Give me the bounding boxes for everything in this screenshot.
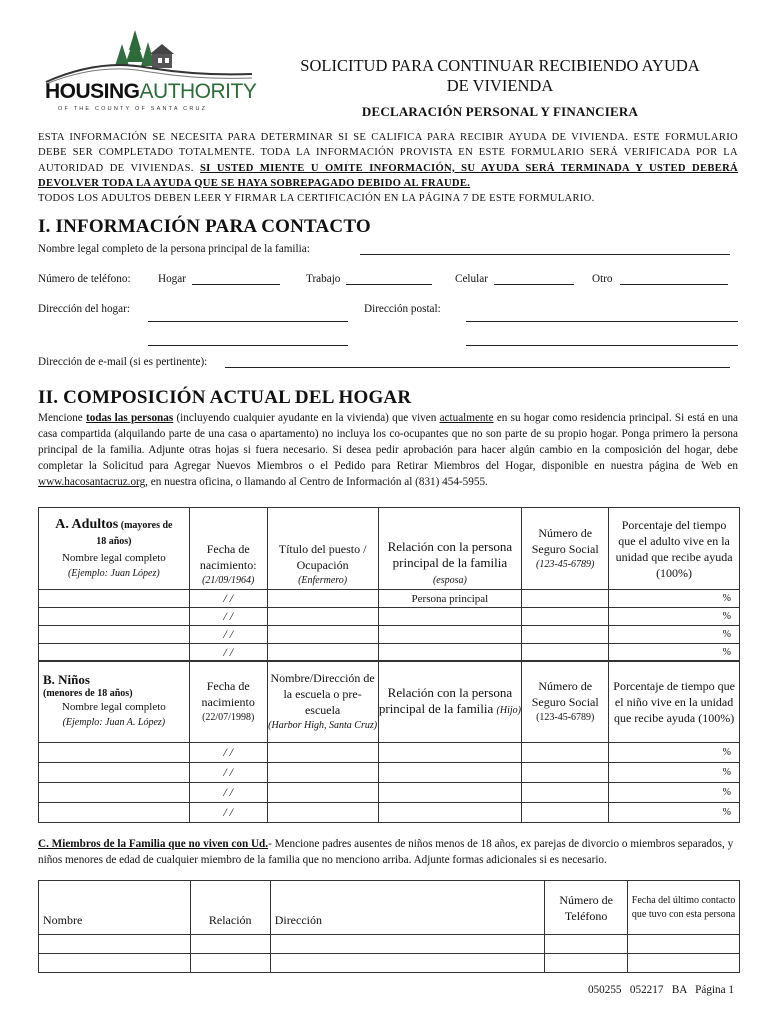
postal-address-field-1[interactable]: [466, 310, 738, 322]
table-row: [39, 783, 740, 803]
members-header-phone: Número de Teléfono: [545, 881, 628, 935]
member-last-contact-cell[interactable]: [628, 935, 740, 954]
child-dob-cell[interactable]: / /: [189, 743, 267, 763]
child-dob-cell[interactable]: / /: [189, 763, 267, 783]
adult-name-cell[interactable]: [39, 644, 190, 662]
other-phone-field[interactable]: [620, 273, 728, 285]
member-phone-cell[interactable]: [545, 935, 628, 954]
children-header-relation: Relación con la persona principal de la familia (Hijo): [378, 661, 522, 743]
full-name-label: Nombre legal completo de la persona principal de la familia:: [38, 243, 310, 255]
phone-label: Número de teléfono:: [38, 273, 131, 285]
adult-relation-cell: Persona principal: [378, 590, 522, 608]
home-phone-label: Hogar: [158, 273, 186, 285]
postal-address-field-2[interactable]: [466, 334, 738, 346]
website-link[interactable]: www.hacosantacruz.org: [38, 476, 146, 488]
child-percent-cell[interactable]: %: [609, 763, 740, 783]
adult-relation-cell[interactable]: [378, 608, 522, 626]
child-dob-cell[interactable]: / /: [189, 803, 267, 823]
intro-text: ESTA INFORMACIÓN SE NECESITA PARA DETERMINAR SI SE CALIFICA PARA RECIBIR AYUDA DE VIVIENDA. ESTE FORMULARIO DEBE SER COMPLETADO TOTALMENTE. TODA LA INFORMACIÓN PROVISTA EN ESTE FORMULARIO SERÁ VERIFICADA POR LA AUTORIDAD DE VIVIENDAS.: [38, 132, 738, 174]
adult-name-cell[interactable]: [39, 626, 190, 644]
members-header-name: Nombre: [39, 881, 191, 935]
email-field[interactable]: [225, 356, 730, 368]
child-name-cell[interactable]: [39, 783, 190, 803]
adults-header-name: A. Adultos (mayores de 18 años) Nombre legal completo (Ejemplo: Juan López): [39, 508, 190, 590]
adult-relation-cell[interactable]: [378, 626, 522, 644]
member-address-cell[interactable]: [270, 935, 545, 954]
members-header-last-contact: Fecha del último contacto que tuvo con esta persona: [628, 881, 740, 935]
child-name-cell[interactable]: [39, 803, 190, 823]
home-address-field-1[interactable]: [148, 310, 348, 322]
adult-ssn-cell[interactable]: [522, 590, 609, 608]
cell-phone-field[interactable]: [494, 273, 574, 285]
adult-name-cell[interactable]: [39, 608, 190, 626]
email-label: Dirección de e-mail (si es pertinente):: [38, 356, 208, 368]
logo-tagline: OF THE COUNTY OF SANTA CRUZ: [58, 106, 208, 112]
children-header-ssn: Número de Seguro Social (123-45-6789): [522, 661, 609, 743]
members-header-relation: Relación: [190, 881, 270, 935]
adults-header-relation: Relación con la persona principal de la familia (esposa): [378, 508, 522, 590]
table-row: [39, 803, 740, 823]
member-name-cell[interactable]: [39, 954, 191, 973]
adult-ssn-cell[interactable]: [522, 644, 609, 662]
adult-ssn-cell[interactable]: [522, 608, 609, 626]
member-address-cell[interactable]: [270, 954, 545, 973]
child-relation-cell[interactable]: [378, 763, 522, 783]
adult-name-cell[interactable]: [39, 590, 190, 608]
household-text-1: Mencione: [38, 412, 86, 424]
child-school-cell[interactable]: [267, 743, 378, 763]
child-ssn-cell[interactable]: [522, 803, 609, 823]
child-ssn-cell[interactable]: [522, 743, 609, 763]
children-header-name: B. Niños (menores de 18 años) Nombre legal completo (Ejemplo: Juan A. López): [39, 661, 190, 743]
child-school-cell[interactable]: [267, 803, 378, 823]
logo-word-authority: AUTHORITY: [139, 80, 257, 103]
other-phone-label: Otro: [592, 273, 613, 285]
adult-relation-cell[interactable]: [378, 644, 522, 662]
adult-ssn-cell[interactable]: [522, 626, 609, 644]
adult-dob-cell[interactable]: / /: [189, 590, 267, 608]
child-relation-cell[interactable]: [378, 743, 522, 763]
child-percent-cell[interactable]: %: [609, 743, 740, 763]
cell-phone-label: Celular: [455, 273, 488, 285]
table-row: [39, 743, 740, 763]
member-phone-cell[interactable]: [545, 954, 628, 973]
logo-word-housing: HOUSING: [45, 80, 140, 103]
table-row: [39, 590, 740, 608]
intro-last-line: TODOS LOS ADULTOS DEBEN LEER Y FIRMAR LA CERTIFICACIÓN EN LA PÁGINA 7 DE ESTE FORMULARIO.: [38, 193, 595, 205]
home-address-label: Dirección del hogar:: [38, 303, 130, 315]
child-name-cell[interactable]: [39, 743, 190, 763]
child-school-cell[interactable]: [267, 783, 378, 803]
members-title: C. Miembros de la Familia que no viven con Ud.: [38, 838, 269, 850]
child-ssn-cell[interactable]: [522, 783, 609, 803]
full-name-field[interactable]: [360, 243, 730, 255]
household-section-title: II. COMPOSICIÓN ACTUAL DEL HOGAR: [38, 387, 412, 408]
work-phone-field[interactable]: [346, 273, 432, 285]
child-relation-cell[interactable]: [378, 803, 522, 823]
adult-job-cell[interactable]: [267, 608, 378, 626]
adult-dob-cell[interactable]: / /: [189, 644, 267, 662]
table-row: [39, 935, 740, 954]
child-percent-cell[interactable]: %: [609, 803, 740, 823]
member-relation-cell[interactable]: [190, 954, 270, 973]
contact-section-title: I. INFORMACIÓN PARA CONTACTO: [38, 216, 371, 237]
table-row: [39, 608, 740, 626]
table-row: [39, 644, 740, 662]
form-subtitle: DECLARACIÓN PERSONAL Y FINANCIERA: [361, 104, 639, 119]
member-name-cell[interactable]: [39, 935, 191, 954]
form-title-line1: SOLICITUD PARA CONTINUAR RECIBIENDO AYUDA: [300, 56, 700, 75]
household-instructions: [38, 410, 738, 490]
postal-address-label: Dirección postal:: [364, 303, 441, 315]
household-text-3: en su hogar como residencia principal. Si está en una casa compartida (alquilando parte de una casa o apartamento) no incluya los co-ocupantes que no son parte de su propio hogar. Ponga primero la persona principal de la familia. Adjunte otras hojas si fuera necesario. Si desea pedir aprobación para hacer algún cambio en la composición del hogar, debe completar la Solicitud para Agregar Nuevos Miembros o el Pedido para Retirar Miembros del Hogar, disponible en nuestra página de Web en: [38, 412, 738, 472]
members-header-address: Dirección: [270, 881, 545, 935]
adult-job-cell[interactable]: [267, 644, 378, 662]
adults-header-percent: Porcentaje del tiempo que el adulto vive en la unidad que recibe ayuda (100%): [609, 508, 740, 590]
children-header-percent: Porcentaje de tiempo que el niño vive en la unidad que recibe ayuda (100%): [609, 661, 740, 743]
adult-percent-cell[interactable]: %: [609, 626, 740, 644]
child-name-cell[interactable]: [39, 763, 190, 783]
household-text-2: (incluyendo cualquier ayudante en la vivienda) que viven: [173, 412, 440, 424]
child-relation-cell[interactable]: [378, 783, 522, 803]
member-relation-cell[interactable]: [190, 935, 270, 954]
child-school-cell[interactable]: [267, 763, 378, 783]
household-text-currently: actualmente: [439, 412, 494, 424]
children-header-school: Nombre/Dirección de la escuela o pre-escuela (Harbor High, Santa Cruz): [267, 661, 378, 743]
children-header-dob: Fecha de nacimiento (22/07/1998): [189, 661, 267, 743]
child-ssn-cell[interactable]: [522, 763, 609, 783]
household-text-4: , en nuestra oficina, o llamando al Centro de Información al (831) 454-5955.: [145, 476, 488, 488]
children-table: [38, 660, 740, 823]
child-dob-cell[interactable]: / /: [189, 783, 267, 803]
adults-header-job: Título del puesto / Ocupación (Enfermero): [267, 508, 378, 590]
child-percent-cell[interactable]: %: [609, 783, 740, 803]
housing-authority-logo: [40, 22, 255, 122]
adults-header-dob: Fecha de nacimiento: (21/09/1964): [189, 508, 267, 590]
members-instructions: [38, 836, 738, 868]
form-title-line2: DE VIVIENDA: [446, 76, 554, 95]
adults-header-ssn: Número de Seguro Social (123-45-6789): [522, 508, 609, 590]
members-table: [38, 880, 740, 973]
work-phone-label: Trabajo: [306, 273, 341, 285]
table-row: [39, 626, 740, 644]
member-last-contact-cell[interactable]: [628, 954, 740, 973]
form-title-block: [265, 56, 735, 120]
table-row: [39, 763, 740, 783]
adult-percent-cell[interactable]: %: [609, 644, 740, 662]
adult-percent-cell[interactable]: %: [609, 590, 740, 608]
adult-percent-cell[interactable]: %: [609, 608, 740, 626]
home-address-field-2[interactable]: [148, 334, 348, 346]
home-phone-field[interactable]: [192, 273, 280, 285]
members-text: - Mencione padres ausentes de niños menos de 18 años, ex parejas de divorcio o miembros separados, y niños menores de edad de cualquier miembro de la familia que no menciono arriba. Adjunte formas adicionales si es necesario.: [38, 838, 734, 866]
table-row: [39, 954, 740, 973]
intro-paragraph: [38, 130, 738, 206]
adult-job-cell[interactable]: [267, 626, 378, 644]
adults-table: [38, 507, 740, 662]
adult-dob-cell[interactable]: / /: [189, 626, 267, 644]
intro-warning: SI USTED MIENTE U OMITE INFORMACIÓN, SU AYUDA SERÁ TERMINADA Y USTED DEBERÁ DEVOLVER TODA LA AYUDA QUE SE HAYA SOBREPAGADO DEBIDO AL FRAUDE.: [38, 162, 739, 189]
page-footer: 050255 052217 BA Página 1: [587, 984, 734, 996]
household-text-all-persons: todas las personas: [85, 412, 174, 424]
adult-dob-cell[interactable]: / /: [189, 608, 267, 626]
adult-job-cell[interactable]: [267, 590, 378, 608]
